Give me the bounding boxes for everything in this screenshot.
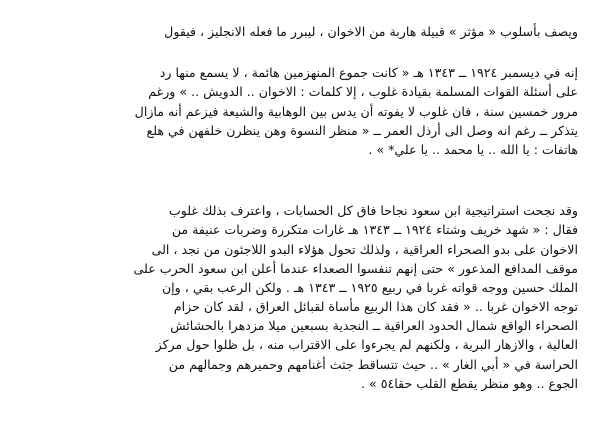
paragraph-intro	[18, 22, 578, 41]
text-line: ويصف بأسلوب « مؤثر » قبيلة هاربة من الاخوان ، ليبرر ما فعله الانجليز ، فيقول	[164, 24, 578, 39]
text-line: فقال : « شهد خريف وشتاء ١٩٢٤ ــ ١٣٤٣ هـ غارات متكررة وضربات عنيفة من	[171, 222, 578, 238]
text-line: موقف المدافع المذعور » حتى إنهم تنفسوا الصعداء عندما أعلن ابن سعود الحرب على	[133, 260, 578, 276]
text-line: يتذكر ــ رغم انه وصل الى أرذل العمر ــ « منظر النسوة وهن ينظرن خلفهن في هلع	[146, 122, 578, 138]
paragraph-strategy	[18, 201, 578, 393]
paragraph-quote-1924	[18, 63, 578, 159]
text-line: توجه الاخوان غربا .. « فقد كان هذا الربيع مأساة لقبائل العراق ، لقد كان حزام	[173, 299, 578, 315]
text-line: هاتفات : يا الله .. يا محمد .. يا علي* » .	[368, 141, 578, 157]
text-line: العالية ، والازهار البرية ، ولكنهم لم يجرءوا على الاقتراب منه ، بل ظلوا حول مركز	[155, 337, 578, 353]
text-line: الحراسة في « أبي الغار » .. حيث تتساقط جثث أغنامهم وحميرهم وجمالهم من	[168, 356, 578, 372]
text-line: مرور خمسين سنة ، فان غلوب لا يفوته أن يدس بين الوهابية والشيعة فيزعم أنه مازال	[134, 103, 578, 119]
text-line: الصحراء الواقع شمال الحدود العراقية ــ النجدية بسبعين ميلا مزدهرا بالحشائش	[170, 318, 578, 334]
text-line: وقد نجحت استراتيجية ابن سعود نجاحا فاق كل الحسابات ، واعترف بذلك غلوب	[168, 203, 578, 219]
text-line: إنه في ديسمبر ١٩٢٤ ــ ١٣٤٣ هـ « كانت جموع المنهزمين هائمة ، لا يسمع منها رد	[159, 65, 578, 81]
text-line: على أسئلة القوات المسلمة بقيادة غلوب ، إلا كلمات : الاخوان .. الدويش .. » ورغم	[148, 84, 578, 100]
text-line: الاخوان على بدو الصحراء العراقية ، ولذلك تحول هؤلاء البدو اللاجئون من نجد ، الى	[151, 241, 578, 257]
document-page	[18, 22, 578, 393]
text-line: الجوع .. وهو منظر يقطع القلب حقا٥٤ » .	[361, 375, 578, 391]
text-line: الملك حسين ووجه قواته غربا في ربيع ١٩٢٥ ــ ١٣٤٣ هـ . ولكن الرعب بقي ، وإن	[161, 279, 578, 295]
